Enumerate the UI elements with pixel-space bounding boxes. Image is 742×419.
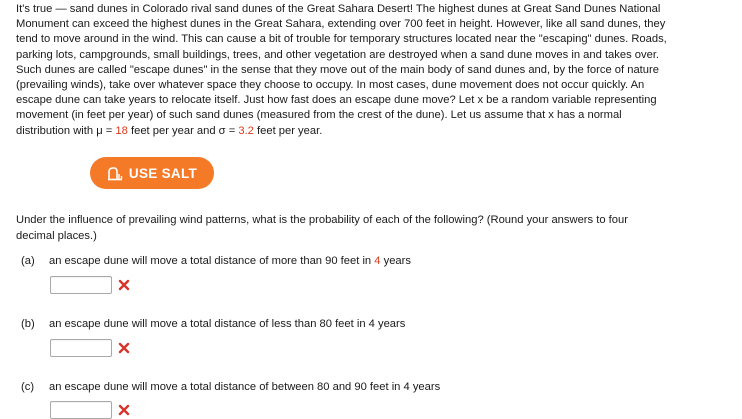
sigma-value: 3.2: [238, 124, 254, 137]
question-text: [16, 213, 736, 244]
part-a-years: 4: [374, 255, 381, 267]
problem-line: movement (in feet per year) of such sand dunes (measured from the crest of the dune). Let us assume that x has a normal: [16, 109, 622, 122]
part-label: (b): [21, 318, 35, 330]
question-line: Under the influence of prevailing wind patterns, what is the probability of each of the following? (Round your answers to four: [16, 214, 628, 226]
problem-line: It's true — sand dunes in Colorado rival sand dunes of the Great Sahara Desert! The highest dunes at Great Sand Dunes National: [16, 3, 661, 15]
part-c-prompt: [21, 381, 440, 393]
x-mark-icon: [118, 279, 130, 294]
part-a-answer-input[interactable]: [50, 276, 112, 294]
distribution-suffix: feet per year.: [253, 124, 323, 137]
problem-line: escape dune can take years to relocate itself. Just how fast does an escape dune move? Let x be a random variable representing: [16, 94, 657, 107]
problem-line: parking lots, campgrounds, small buildings, trees, and other vegetation are destroyed when a sand dune moves in and takes over.: [16, 48, 660, 61]
part-b-text: an escape dune will move a total distance of less than 80 feet in 4 years: [49, 318, 406, 330]
part-a-prompt: [21, 255, 411, 267]
part-c-answer-input[interactable]: [50, 401, 112, 419]
problem-line: Such dunes are called "escape dunes" in the sense that they move out of the main body of sand dunes and, by the force of nature: [16, 63, 659, 76]
problem-line-distribution: [16, 124, 742, 139]
part-a-text-prefix: an escape dune will move a total distance of more than 90 feet in: [49, 255, 375, 267]
problem-line: tend to move around in the wind. This can cause a bit of trouble for temporary structures located near the "escaping" dunes. Roads,: [16, 33, 667, 46]
problem-text: [16, 2, 742, 139]
part-label: (c): [21, 381, 35, 393]
part-label: (a): [21, 255, 35, 267]
distribution-prefix: distribution with μ =: [16, 124, 116, 137]
salt-shaker-icon: [107, 166, 123, 181]
problem-line: (prevailing winds), take over whatever space they choose to occupy. In most cases, dune movement does not occur quickly. An: [16, 78, 645, 91]
part-c-text: an escape dune will move a total distance of between 80 and 90 feet in 4 years: [49, 381, 441, 393]
use-salt-button[interactable]: [90, 157, 214, 189]
distribution-mid: feet per year and σ =: [127, 124, 239, 137]
mu-value: 18: [115, 124, 128, 137]
part-b-prompt: [21, 318, 405, 330]
question-line: decimal places.): [16, 229, 97, 242]
part-b-answer-input[interactable]: [50, 339, 112, 357]
problem-line: Monument can exceed the highest dunes in the Great Sahara, extending over 700 feet in height. However, like all sand dunes, they: [16, 18, 666, 31]
use-salt-label: USE SALT: [128, 165, 198, 181]
part-a-text-suffix: years: [380, 255, 411, 267]
x-mark-icon: [118, 342, 130, 357]
